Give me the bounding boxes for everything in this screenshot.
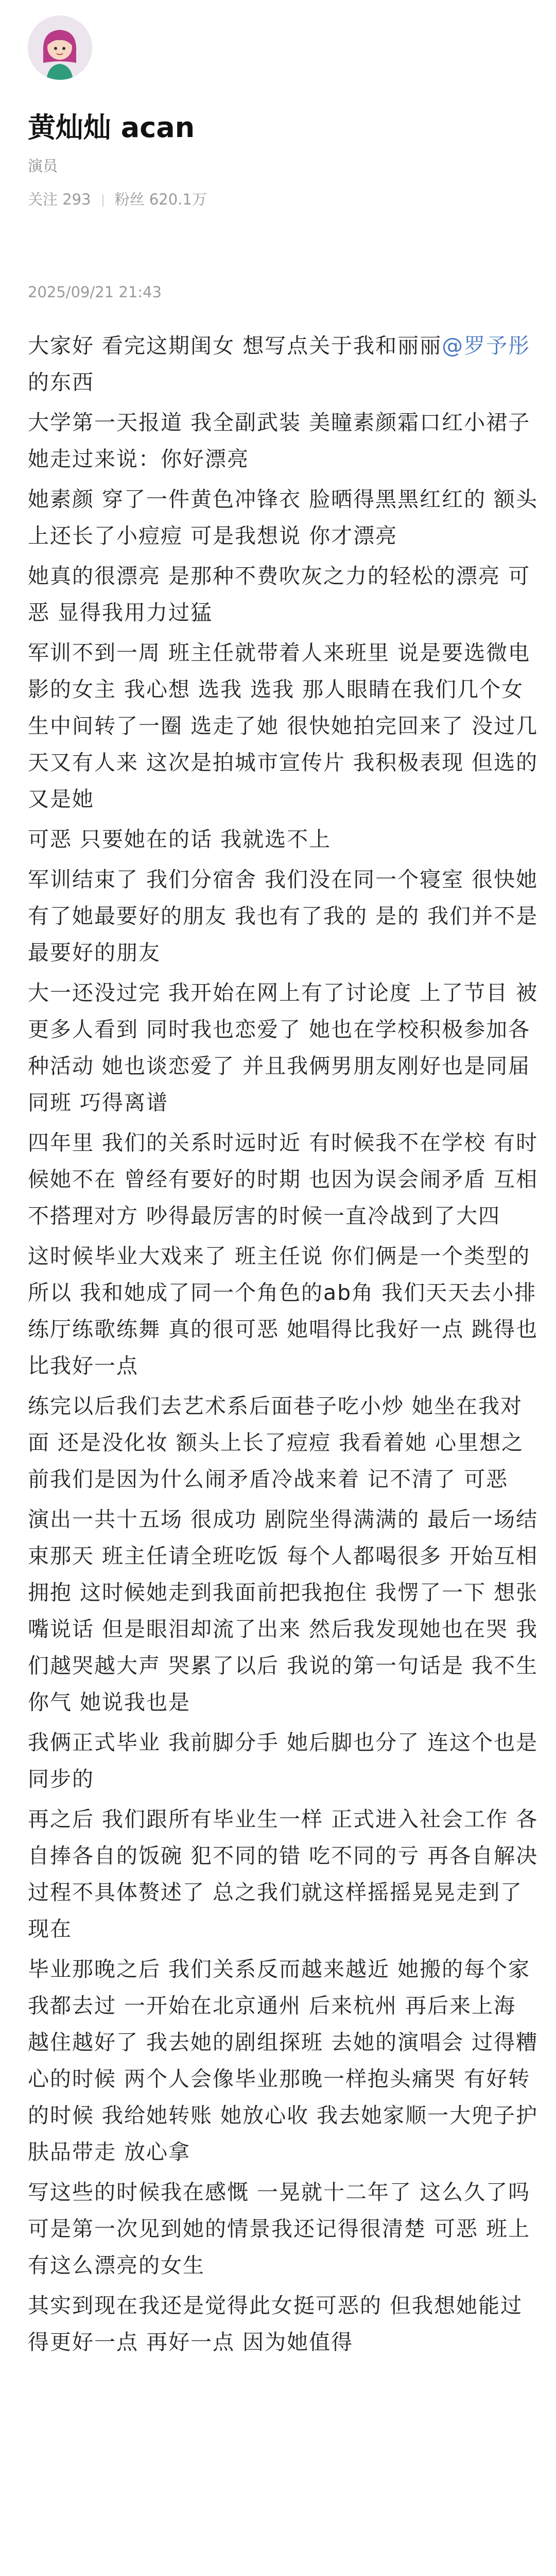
post-paragraph: 大学第一天报道 我全副武装 美瞳素颜霜口红小裙子 她走过来说：你好漂亮: [28, 410, 538, 471]
post-paragraph: 其实到现在我还是觉得此女挺可恶的 但我想她能过得更好一点 再好一点 因为她值得: [28, 2293, 523, 2354]
post-paragraph: 这时候毕业大戏来了 班主任说 你们俩是一个类型的 所以 我和她成了同一个角色的ab角 我们天天去小排练厅练歌练舞 真的很可恶 她唱得比我好一点 跳得也比我好一点: [28, 1244, 538, 1378]
post-paragraph: 毕业那晚之后 我们关系反而越来越近 她搬的每个家我都去过 一开始在北京通州 后来杭州 再后来上海 越住越好了 我去她的剧组探班 去她的演唱会 过得糟心的时候 两个人会像毕业那晚一样抱头痛哭 有好转的时候 我给她转账 她放心收 我去她家顺一大兜子护肤品带走 放心拿: [28, 1957, 538, 2164]
post-paragraph: 再之后 我们跟所有毕业生一样 正式进入社会工作 各自捧各自的饭碗 犯不同的错 吃不同的亏 再各自解决 过程不具体赘述了 总之我们就这样摇摇晃晃走到了现在: [28, 1807, 546, 1941]
post-paragraph: 大一还没过完 我开始在网上有了讨论度 上了节目 被更多人看到 同时我也恋爱了 她也在学校积极参加各种活动 她也谈恋爱了 并且我俩男朋友刚好也是同届同班 巧得离谱: [28, 980, 538, 1115]
cartoon-girl-avatar-icon: [28, 15, 92, 80]
post-paragraph-list: [28, 404, 546, 2361]
followers-count[interactable]: 粉丝 620.1万: [114, 191, 207, 208]
post-paragraph: 可恶 只要她在的话 我就选不上: [28, 827, 332, 852]
post-paragraph: 四年里 我们的关系时远时近 有时候我不在学校 有时候她不在 曾经有要好的时期 也因为误会闹矛盾 互相不搭理对方 吵得最厉害的时候一直冷战到了大四: [28, 1130, 538, 1228]
post-paragraph-1-text: 大家好 看完这期闺女 想写点关于我和丽丽: [28, 333, 442, 358]
post-paragraph: 她真的很漂亮 是那种不费吹灰之力的轻松的漂亮 可恶 显得我用力过猛: [28, 564, 531, 625]
post-paragraph: 练完以后我们去艺术系后面巷子吃小炒 她坐在我对面 还是没化妆 额头上长了痘痘 我看着她 心里想之前我们是因为什么闹矛盾冷战来着 记不清了 可恶: [28, 1394, 524, 1492]
post-paragraph: 写这些的时候我在感慨 一晃就十二年了 这么久了吗 可是第一次见到她的情景我还记得很清楚 可恶 班上有这么漂亮的女生: [28, 2180, 538, 2278]
post-paragraph: 演出一共十五场 很成功 剧院坐得满满的 最后一场结束那天 班主任请全班吃饭 每个人都喝很多 开始互相拥抱 这时候她走到我面前把我抱住 我愣了一下 想张嘴说话 但是眼泪却流了出来 然后我发现她也在哭 我们越哭越大声 哭累了以后 我说的第一句话是 我不生你气 她说我也是: [28, 1507, 538, 1715]
profile-stats: [28, 188, 207, 209]
profile-name[interactable]: 黄灿灿 acan: [28, 111, 195, 144]
post-paragraph: 军训不到一周 班主任就带着人来班里 说是要选微电影的女主 我心想 选我 选我 那人眼睛在我们几个女生中间转了一圈 选走了她 很快她拍完回来了 没过几天又有人来 这次是拍城市宣传片 我积极表现 但选的又是她: [28, 640, 538, 811]
stats-divider: [102, 194, 103, 207]
mention-link[interactable]: @罗予彤: [442, 333, 531, 358]
post-paragraph: 她素颜 穿了一件黄色冲锋衣 脸晒得黑黑红红的 额头上还长了小痘痘 可是我想说 你才漂亮: [28, 487, 538, 548]
profile-role: 演员: [28, 157, 58, 175]
post-paragraph: 军训结束了 我们分宿舍 我们没在同一个寝室 很快她有了她最要好的朋友 我也有了我的 是的 我们并不是最要好的朋友: [28, 867, 538, 965]
following-count[interactable]: 关注 293: [28, 191, 91, 208]
post-paragraph: 我俩正式毕业 我前脚分手 她后脚也分了 连这个也是同步的: [28, 1730, 538, 1791]
post-paragraph-1-tail: 的东西: [28, 370, 94, 395]
post-paragraph-1: [28, 328, 543, 401]
avatar[interactable]: [28, 15, 92, 80]
profile-header: [0, 0, 556, 278]
post-date: 2025/09/21 21:43: [28, 283, 162, 301]
post-body: [28, 328, 546, 2364]
